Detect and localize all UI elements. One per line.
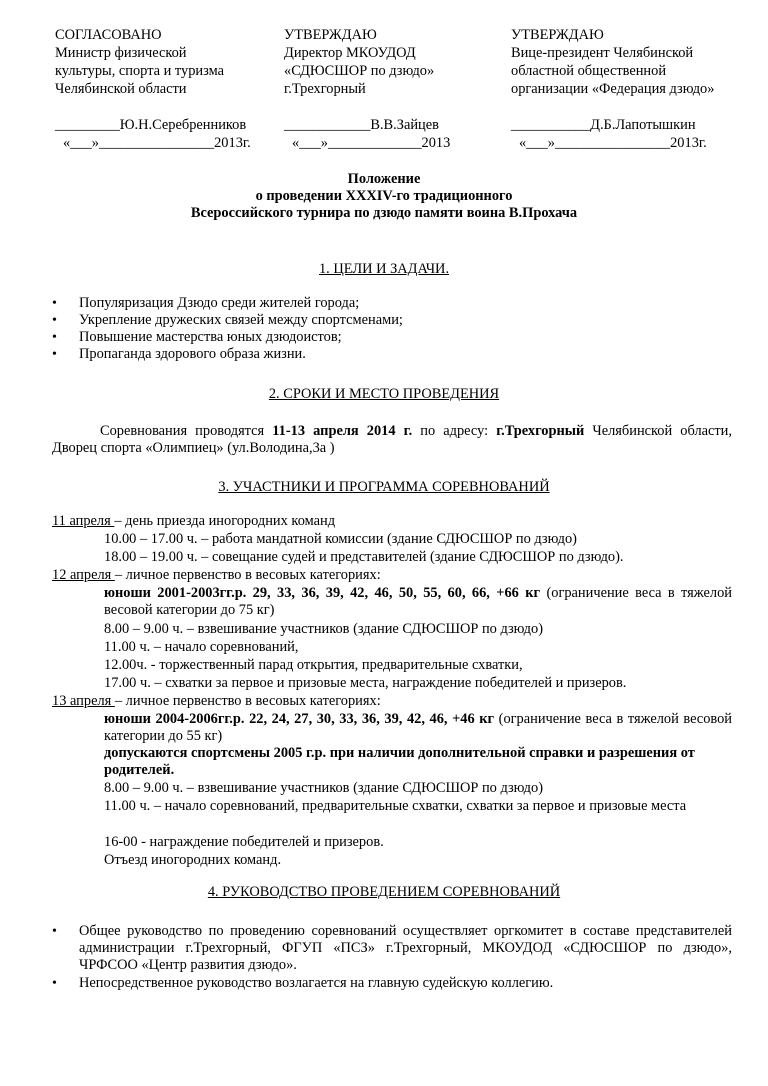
event-dates: 11-13 апреля 2014 г.: [272, 423, 413, 439]
list-item: • Повышение мастерства юных дзюдоистов;: [52, 329, 732, 346]
section-heading-program: 3. УЧАСТНИКИ И ПРОГРАММА СОРЕВНОВАНИЙ: [218, 479, 550, 495]
day-description: – день приезда иногородних команд: [114, 513, 336, 529]
list-item: • Общее руководство по проведению соревнований осуществляет оргкомитет в составе представителей администрации г.Трехгорный, ФГУП «ПСЗ» г.Трехгорный, МКОУДОД «СДЮСШОР по дзюдо», ЧРФСОО «Центр развития дзюдо».: [52, 923, 732, 974]
day-date: 13 апреля: [52, 693, 115, 709]
date-line: «___»________________2013г.: [63, 135, 251, 151]
schedule-item: 10.00 – 17.00 ч. – работа мандатной комиссии (здание СДЮСШОР по дзюдо): [104, 531, 577, 547]
approval-heading: УТВЕРЖДАЮ: [511, 27, 604, 43]
date-line: «___»________________2013г.: [519, 135, 707, 151]
program-day-3: [52, 693, 381, 710]
date-line: «___»_____________2013: [292, 135, 451, 151]
day-description: – личное первенство в весовых категориях:: [114, 567, 381, 583]
approval-line: культуры, спорта и туризма: [55, 63, 225, 79]
approval-line: Министр физической: [55, 45, 187, 61]
program-day-2: [52, 567, 381, 584]
section-heading-goals: 1. ЦЕЛИ И ЗАДАЧИ.: [318, 261, 450, 277]
schedule-item: 16-00 - награждение победителей и призеров.: [104, 834, 384, 850]
list-item: • Непосредственное руководство возлагается на главную судейскую коллегию.: [52, 975, 732, 992]
paragraph-text: Челябинской области, Дворец спорта «Олимпиец» (ул.Володина,3а ): [52, 423, 732, 456]
paragraph-text: по адресу:: [412, 423, 497, 439]
approval-block-federation: [511, 27, 715, 151]
weight-categories: юноши 2004-2006гг.р. 22, 24, 27, 30, 33, 36, 39, 42, 46, +46 кг: [104, 711, 495, 727]
approval-block-director: [284, 27, 451, 151]
management-list: [52, 923, 732, 992]
approval-heading: УТВЕРЖДАЮ: [284, 27, 377, 43]
day-3-weights: [104, 711, 732, 745]
day-1-schedule: [104, 531, 732, 567]
title-line: Положение: [347, 171, 421, 187]
approval-line: Челябинской области: [55, 81, 187, 97]
approval-line: областной общественной: [511, 63, 667, 79]
approval-line: Директор МКОУДОД: [284, 45, 416, 61]
goals-list: [52, 295, 732, 363]
day-2-weights: [104, 585, 732, 619]
schedule-item: 8.00 – 9.00 ч. – взвешивание участников (здание СДЮСШОР по дзюдо): [104, 621, 543, 637]
event-city: г.Трехгорный: [496, 423, 585, 439]
paragraph-text: Соревнования проводятся: [100, 423, 273, 439]
approval-line: организации «Федерация дзюдо»: [511, 81, 715, 97]
list-item: • Пропаганда здорового образа жизни.: [52, 346, 732, 363]
schedule-item: 8.00 – 9.00 ч. – взвешивание участников (здание СДЮСШОР по дзюдо): [104, 780, 543, 796]
section-heading-dates: 2. СРОКИ И МЕСТО ПРОВЕДЕНИЯ: [268, 386, 500, 402]
schedule-item: 17.00 ч. – схватки за первое и призовые места, награждение победителей и призеров.: [104, 675, 627, 691]
approval-block-agreed: [55, 27, 251, 151]
day-2-schedule: [104, 621, 732, 693]
dates-paragraph: [52, 423, 732, 457]
weight-note: (ограничение веса в тяжелой весовой категории до 55 кг): [104, 711, 732, 744]
list-item: • Укрепление дружеских связей между спортсменами;: [52, 312, 732, 329]
approval-line: г.Трехгорный: [284, 81, 366, 97]
section-heading-management: 4. РУКОВОДСТВО ПРОВЕДЕНИЕМ СОРЕВНОВАНИЙ: [207, 884, 561, 900]
day-description: – личное первенство в весовых категориях:: [114, 693, 381, 709]
day-date: 11 апреля: [52, 513, 115, 529]
approval-line: «СДЮСШОР по дзюдо»: [284, 63, 435, 79]
weight-categories: юноши 2001-2003гг.р. 29, 33, 36, 39, 42, 46, 50, 55, 60, 66, +66 кг: [104, 585, 541, 601]
signature-line: _________Ю.Н.Серебренников: [55, 117, 247, 133]
title-line: о проведении XXXIV-го традиционного: [255, 188, 513, 204]
signature-line: ___________Д.Б.Лапотышкин: [511, 117, 696, 133]
signature-line: ____________В.В.Зайцев: [284, 117, 439, 133]
day-date: 12 апреля: [52, 567, 115, 583]
approval-heading: СОГЛАСОВАНО: [55, 27, 162, 43]
schedule-item: 12.00ч. - торжественный парад открытия, предварительные схватки,: [104, 657, 523, 673]
day-3-schedule: [104, 780, 732, 870]
schedule-item: Отъезд иногородних команд.: [104, 852, 282, 868]
title-line: Всероссийского турнира по дзюдо памяти воина В.Прохача: [190, 205, 578, 221]
weight-note: (ограничение веса в тяжелой весовой категории до 75 кг): [104, 585, 732, 618]
schedule-item: 18.00 – 19.00 ч. – совещание судей и представителей (здание СДЮСШОР по дзюдо).: [104, 549, 624, 565]
document-title: [0, 171, 768, 222]
program-day-1: [52, 513, 335, 530]
admission-note: допускаются спортсмены 2005 г.р. при наличии дополнительной справки и разрешения от родителей.: [104, 745, 695, 778]
schedule-item: 11.00 ч. – начало соревнований, предварительные схватки, схватки за первое и призовые места: [104, 798, 687, 814]
list-item: • Популяризация Дзюдо среди жителей города;: [52, 295, 732, 312]
approval-line: Вице-президент Челябинской: [511, 45, 694, 61]
schedule-item: 11.00 ч. – начало соревнований,: [104, 639, 299, 655]
